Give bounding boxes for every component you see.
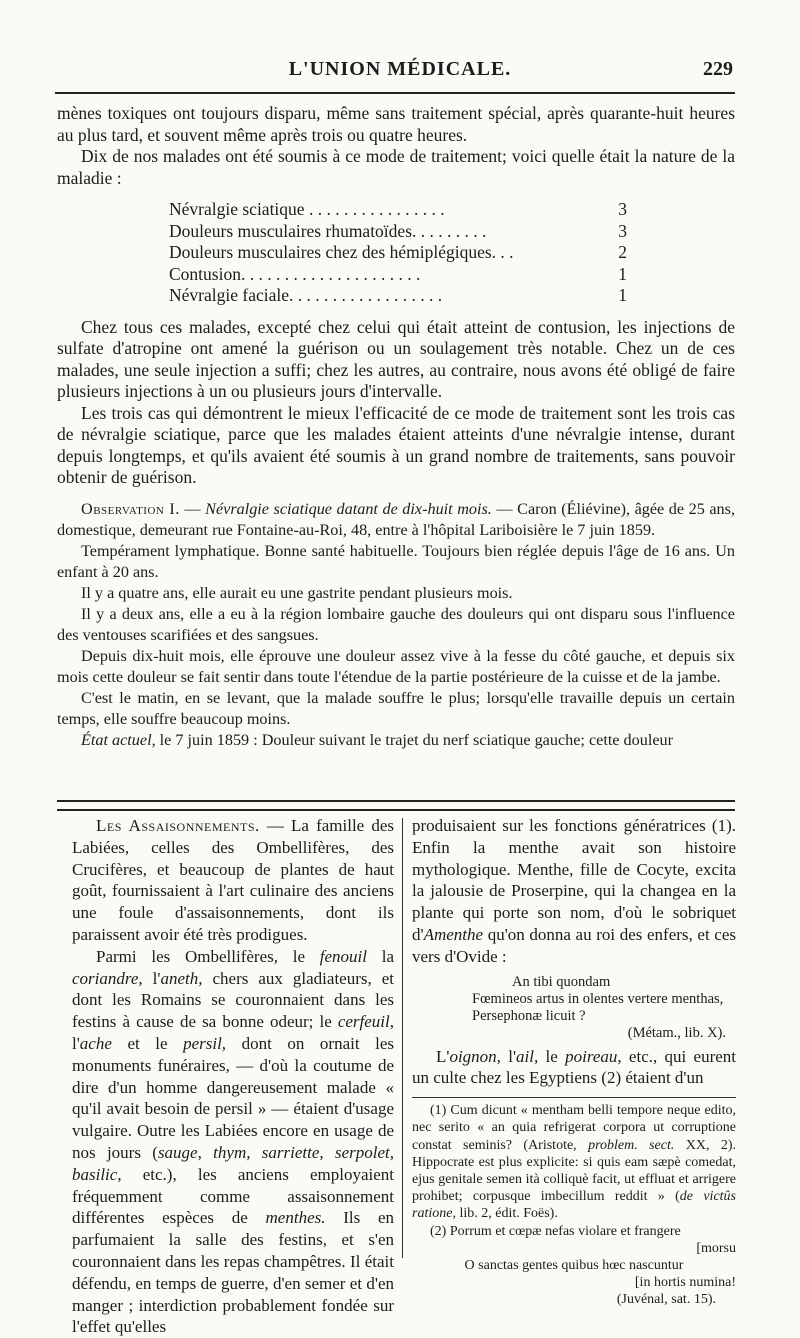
case-row — [169, 264, 627, 286]
text-run: l' — [72, 1033, 80, 1053]
footnote-1 — [412, 1102, 736, 1222]
verse-line: Fœmineos artus in olentes vertere menthas, — [472, 990, 724, 1007]
text-run: le — [545, 1046, 558, 1066]
text-run: la — [381, 946, 394, 966]
case-label: Douleurs musculaires chez des hémiplégiques. . . — [169, 242, 514, 262]
header-rule — [55, 92, 735, 94]
footnote-2: (2) Porrum et cœpæ nefas violare et frangere — [430, 1223, 681, 1239]
plant-name: menthes. — [265, 1208, 326, 1228]
footnote-source: (Juvénal, sat. 15). — [616, 1292, 716, 1308]
plant-name: fenouil — [319, 946, 367, 966]
text-run: dont on ornait les monuments funéraires, — d'où la coutume de dire d'un homme dangereusement malade « qu'il avait besoin de persil » — étaient d'usage vulgaire. Outre les Labiées encore en usage de nos jours ( — [72, 1033, 395, 1162]
case-row — [169, 242, 627, 264]
case-row — [169, 285, 627, 307]
case-label: Contusion. . . . . . . . . . . . . . . . . . . . . — [169, 263, 421, 284]
citation: de victûs ratione, — [412, 1189, 736, 1222]
plant-name: ail, — [516, 1046, 539, 1066]
paragraph — [57, 730, 735, 751]
text-run: etc.), les anciens employaient fréquemment comme assaisonnement différentes espèces de — [72, 1164, 394, 1228]
text-run: — La famille des Labiées, celles des Ombellifères, des Crucifères, et beaucoup de plantes de haut goût, fournissaient à l'art culinaire des anciens une foule d'assaisonnements, dont ils paraissent avoir été très prodigues. — [72, 816, 394, 944]
observation-intro: Observation I. — Névralgie sciatique datant de dix-huit mois. — Caron (Éliévine), âgée de 25 ans, domestique, demeurant rue Fontaine-au-Roi, 48, entre à l'hôpital Lariboisière le 7 juin 1859. — [57, 499, 736, 539]
footnotes — [412, 1097, 736, 1308]
plant-name: Amenthe — [423, 924, 484, 944]
plant-name: poireau, — [565, 1046, 622, 1066]
text-run: chers aux gladiateurs, et dont les Romains se couronnaient dans les festins à cause de sa bonne odeur; le — [72, 968, 395, 1032]
page-number: 229 — [703, 58, 733, 80]
verse-source: (Métam., lib. X). — [627, 1024, 726, 1041]
etat-actuel-label: État actuel, — [81, 730, 156, 749]
plant-name: ache — [79, 1033, 112, 1053]
feuilleton-divider — [57, 800, 735, 811]
paragraph: Dix de nos malades ont été soumis à ce mode de traitement; voici quelle était la nature de la maladie : — [57, 146, 735, 188]
text-run: Parmi les Ombellifères, le — [96, 946, 305, 966]
text-run: L' — [436, 1046, 450, 1066]
text-run: l' — [152, 968, 161, 988]
feuilleton-right-column — [412, 815, 736, 1309]
text-run: (1) Cum dicunt « mentham belli tempore neque edito, nec serito « an quia refrigerat corpora ut corruptione constat seminis? (Aristote, — [412, 1103, 736, 1153]
paragraph: Les trois cas qui démontrent le mieux l'efficacité de ce mode de traitement sont les trois cas de névralgie sciatique, parce que les malades étaient atteints d'une névralgie intense, durant depuis longtemps, et qu'ils avaient été soumis à un grand nombre de traitements, sans pouvoir obtenir de guérison. — [57, 402, 735, 487]
paragraph — [72, 946, 394, 1338]
footnote-line: [in hortis numina! — [634, 1275, 736, 1291]
case-count: 3 — [618, 199, 627, 219]
paragraph — [412, 815, 736, 968]
plant-name: sauge, thym, sarriette, serpolet, basilic, — [72, 1142, 394, 1184]
observation-block — [57, 499, 735, 751]
paragraph — [412, 1046, 736, 1090]
verse-quote — [472, 974, 736, 1042]
journal-title: L'UNION MÉDICALE. — [288, 58, 512, 80]
page-header — [55, 58, 745, 86]
main-article — [57, 103, 735, 751]
paragraph: Depuis dix-huit mois, elle éprouve une douleur assez vive à la fesse du côté gauche, et depuis six mois cette douleur se fait sentir dans toute l'étendue de la partie postérieure de la cuisse et de la jambe. — [57, 646, 735, 686]
plant-name: cerfeuil, — [337, 1012, 394, 1032]
case-count: 1 — [618, 263, 627, 284]
text-run: et le — [127, 1033, 168, 1053]
paragraph: Il y a quatre ans, elle aurait eu une gastrite pendant plusieurs mois. — [81, 583, 513, 602]
text-run: lib. 2, édit. Foës). — [459, 1206, 558, 1222]
verse-line: Persephonæ licuit ? — [472, 1007, 586, 1024]
observation-text: — Caron (Éliévine), âgée de 25 ans, domestique, demeurant rue Fontaine-au-Roi, 48, entre à l'hôpital Lariboisière le 7 juin 1859. — [57, 499, 736, 539]
case-label: Névralgie sciatique . . . . . . . . . . . . . . . . — [169, 199, 445, 219]
plant-name: coriandre, — [72, 968, 143, 988]
case-count: 3 — [618, 220, 627, 241]
plant-name: persil, — [183, 1033, 227, 1053]
verse-line: An tibi quondam — [512, 973, 611, 990]
text-run: produisaient sur les fonctions génératrices (1). Enfin la menthe avait son histoire mythologique. Menthe, fille de Cocyte, excita la jalousie de Proserpine, qui la changea en la plante qui porte son nom, d'où le sobriquet d' — [412, 816, 736, 944]
paragraph — [72, 815, 394, 946]
text-run: Ils en parfumaient la salle des festins, et s'en couronnaient dans les repas champêtres. Il était défendu, en temps de guerre, d'en semer et d'en manger ; interdiction probablement fondée sur l'effet qu'elles — [72, 1208, 395, 1337]
observation-label: Observation I. — [81, 499, 180, 518]
citation: problem. sect. — [588, 1137, 675, 1153]
plant-name: oignon, — [449, 1046, 501, 1066]
footnote-line: O sanctas gentes quibus hœc nascuntur — [464, 1258, 684, 1273]
paragraph: Tempérament lymphatique. Bonne santé habituelle. Toujours bien réglée depuis l'âge de 16 ans. Un enfant à 20 ans. — [57, 541, 735, 581]
text-run: etc., qui eurent un culte chez les Egyptiens (2) étaient d'un — [412, 1046, 737, 1088]
paragraph: C'est le matin, en se levant, que la malade souffre le plus; lorsqu'elle travaille depuis un certain temps, elle souffre beaucoup moins. — [57, 688, 735, 728]
case-label: Douleurs musculaires rhumatoïdes. . . . . . . . . — [169, 220, 487, 241]
paragraph: Il y a deux ans, elle a eu à la région lombaire gauche des douleurs qui ont disparu sous l'influence des ventouses scarifiées et des sangsues. — [57, 604, 735, 644]
case-row — [169, 199, 627, 221]
observation-title: Névralgie sciatique datant de dix-huit mois. — [205, 499, 492, 518]
footnote-line: [morsu — [696, 1240, 736, 1256]
text-run: XX, 2). Hippocrate est plus explicite: si quis eam sæpè comedat, ejus genitale semen ità colliquè facit, ut effluat et arrigere prohibet; corpusque imbecillum reddit » ( — [412, 1137, 737, 1205]
etat-actuel-text: le 7 juin 1859 : Douleur suivant le trajet du nerf sciatique gauche; cette douleur — [159, 730, 674, 749]
text-run: qu'on donna au roi des enfers, et ces vers d'Ovide : — [412, 924, 737, 966]
paragraph: mènes toxiques ont toujours disparu, même sans traitement spécial, après quarante-huit heures au plus tard, et souvent même après trois ou quatre heures. — [57, 103, 735, 145]
case-count: 2 — [618, 242, 627, 262]
case-label: Névralgie faciale. . . . . . . . . . . . . . . . . . — [169, 285, 443, 305]
plant-name: aneth, — [160, 968, 203, 988]
paragraph: Chez tous ces malades, excepté chez celui qui était atteint de contusion, les injections de sulfate d'atropine ont amené la guérison ou un soulagement très notable. Chez un de ces malades, une seule injection a suffi; chez les autres, au contraire, nous avons été obligé de faire plusieurs injections à un ou plusieurs jours d'intervalle. — [57, 316, 735, 401]
section-heading: Les Assaisonnements. — [96, 816, 260, 835]
column-divider — [402, 818, 403, 1258]
case-table — [169, 199, 627, 307]
case-count: 1 — [618, 285, 627, 305]
case-row — [169, 221, 627, 243]
feuilleton-left-column — [72, 815, 394, 1338]
text-run: l' — [508, 1046, 517, 1066]
